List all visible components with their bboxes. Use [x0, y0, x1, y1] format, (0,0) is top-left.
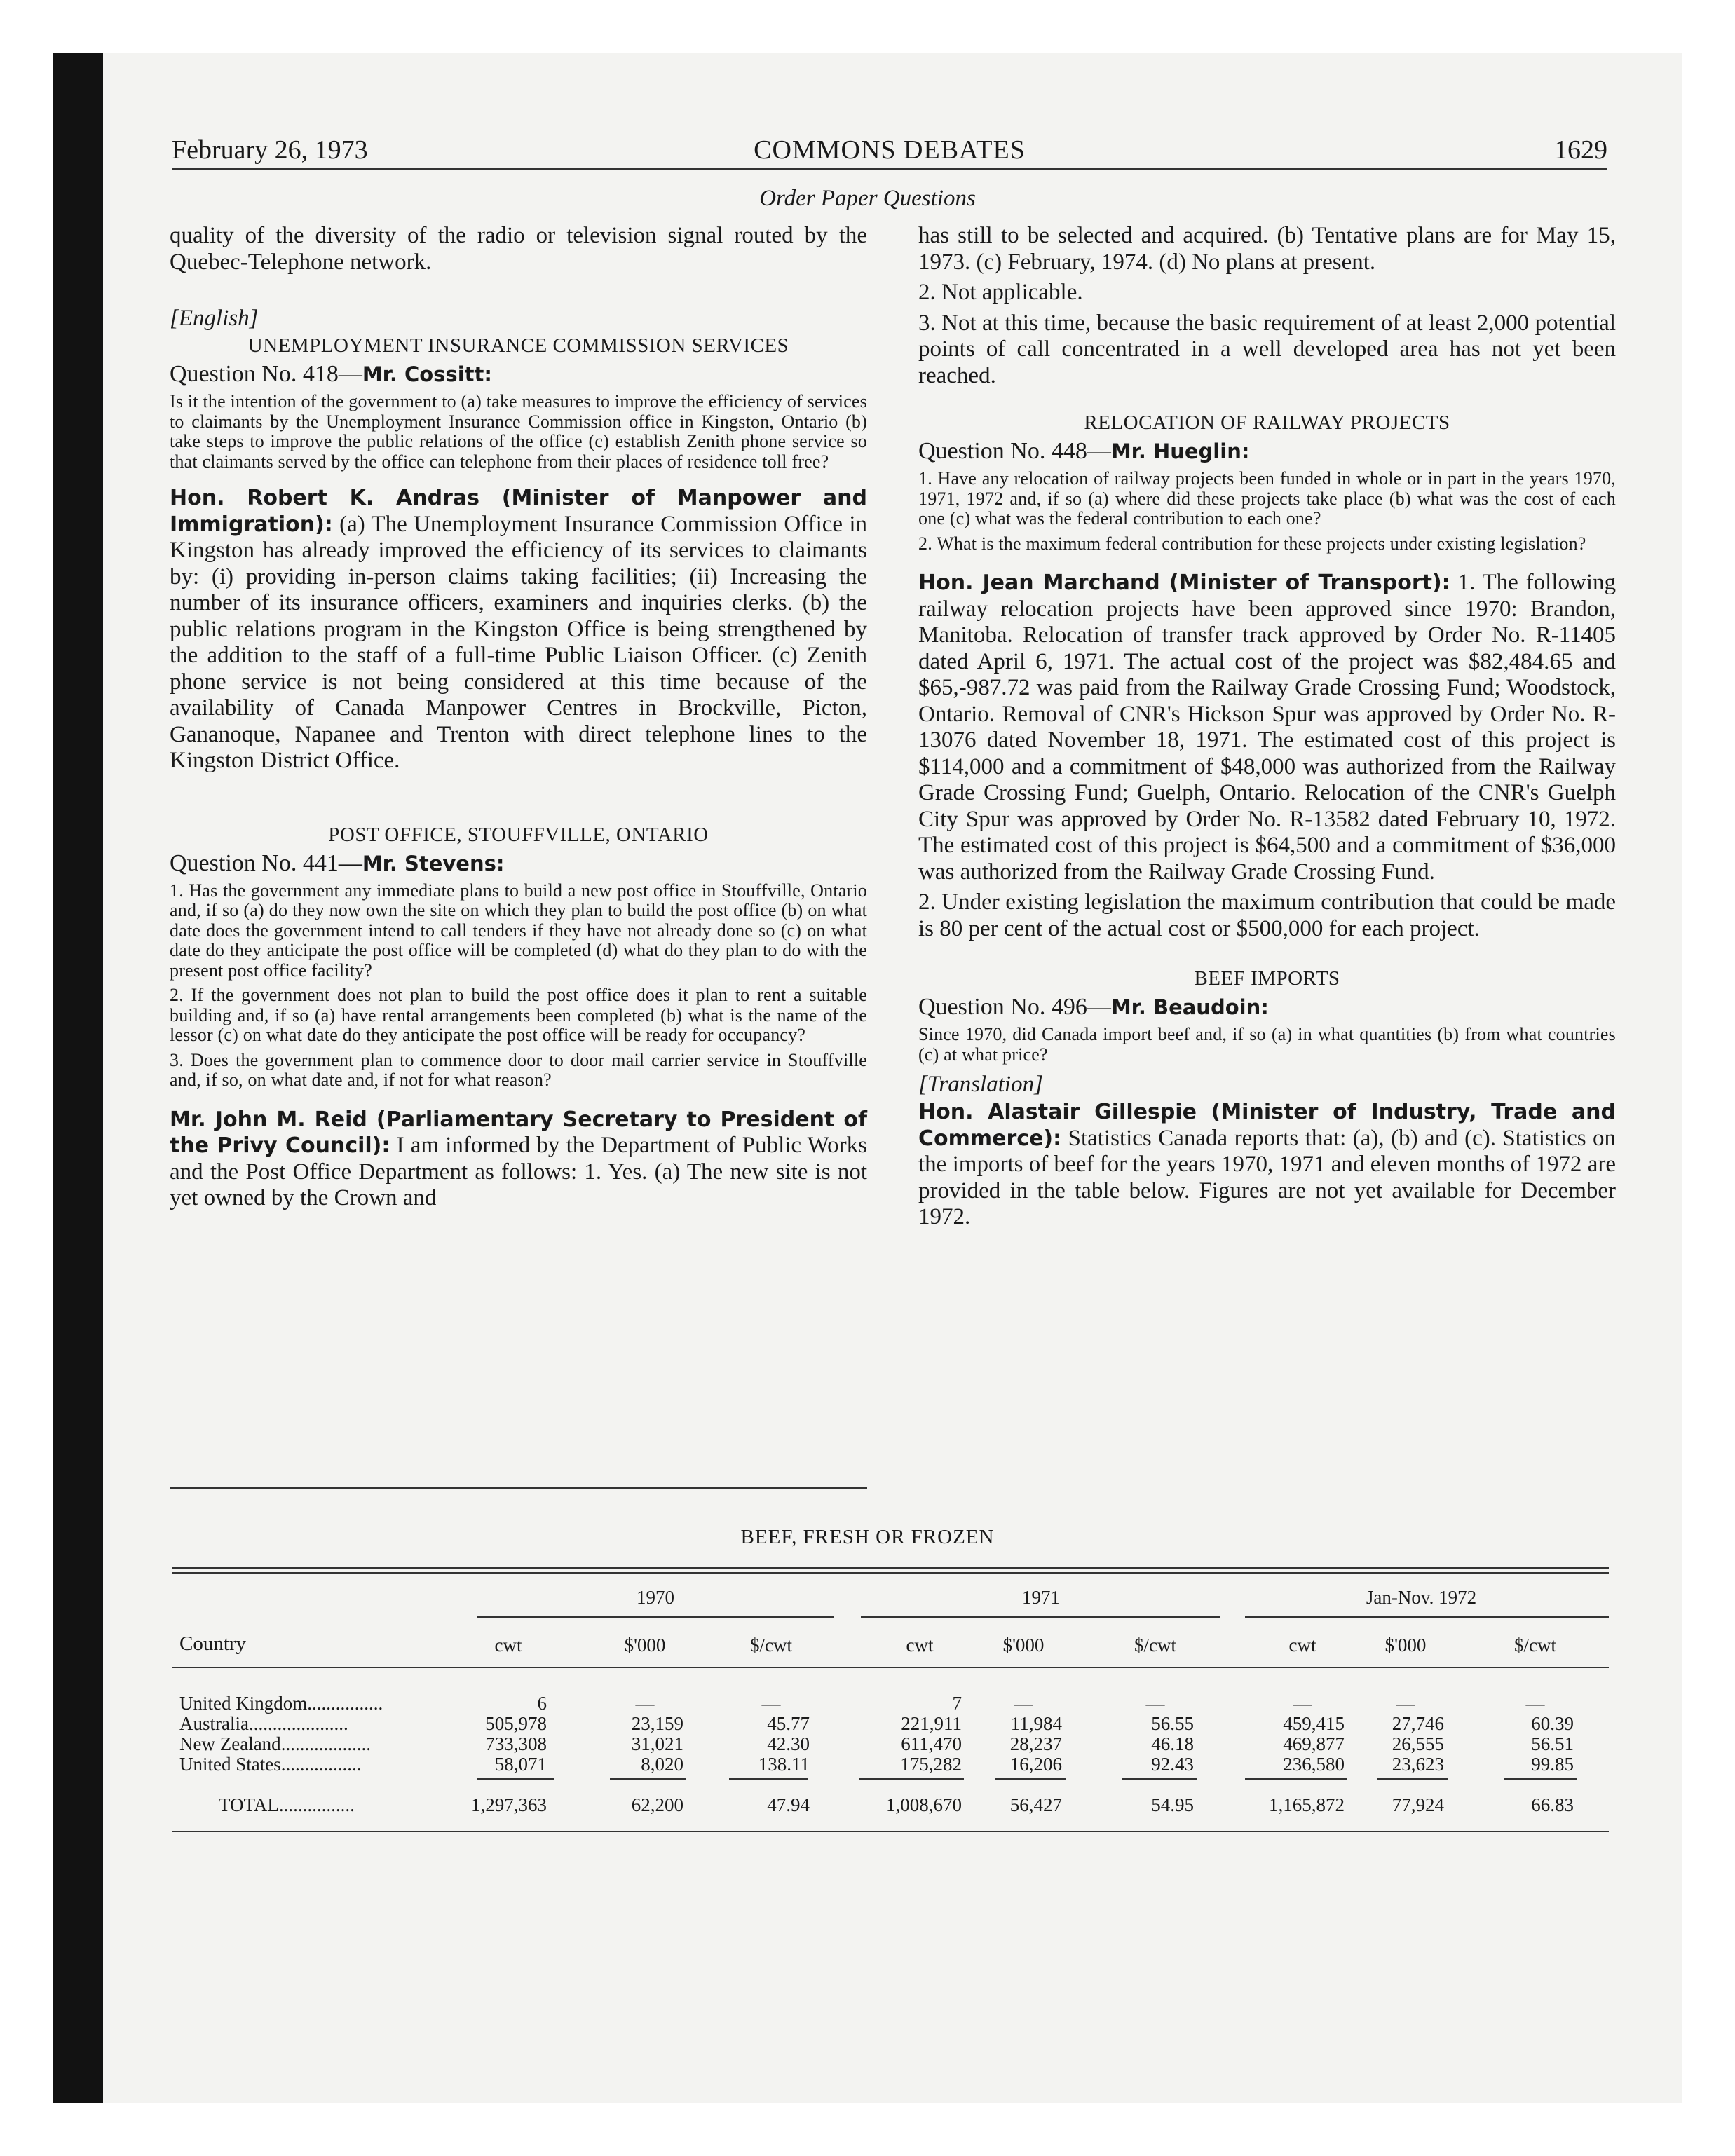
table-cell: 6	[537, 1693, 547, 1714]
column-header: $/cwt	[1514, 1635, 1556, 1656]
table-cell: —	[1293, 1693, 1312, 1714]
member-name: Mr. Cossitt:	[362, 362, 492, 386]
language-tag: [Translation]	[918, 1072, 1043, 1097]
question-line	[170, 849, 867, 878]
left-column	[170, 223, 867, 1212]
sum-rule	[729, 1778, 808, 1780]
paragraph: has still to be selected and acquired. (b) Tentative plans are for May 15, 1973. (c) February, 1974. (d) No plans at present.	[918, 223, 1616, 275]
table-cell: —	[1014, 1693, 1033, 1714]
total-cell: 66.83	[1531, 1794, 1574, 1815]
answer-text: I am informed by the Department of Public Works and the Post Office Department as follows: 1. Yes. (a) The new site is not yet owned by the Crown and	[170, 1133, 867, 1210]
table-cell: 58,071	[494, 1754, 547, 1775]
question-line	[918, 992, 1616, 1022]
section-heading: RELOCATION OF RAILWAY PROJECTS	[1084, 411, 1450, 434]
spacer	[170, 477, 867, 485]
table-caption: BEEF, FRESH OR FROZEN	[740, 1526, 995, 1548]
table-cell: 459,415	[1283, 1713, 1345, 1734]
question-number: Question No. 418—	[170, 361, 362, 387]
question-number: Question No. 441—	[170, 850, 362, 876]
table-cell: 733,308	[485, 1733, 547, 1754]
header-rule	[172, 1667, 1609, 1668]
table-cell: 8,020	[641, 1754, 683, 1775]
column-header: $/cwt	[750, 1635, 792, 1656]
year-header: 1970	[637, 1587, 674, 1608]
question-text: 1. Has the government any immediate plans to build a new post office in Stouffville, Ontario and, if so (a) do they now own the site on which they plan to build the post office (b) on what date does the government intend to call tenders if they have not already done so (c) on what date do they anticipate the post office will be completed (d) what do they plan to do with the present post office facility?	[170, 880, 867, 981]
leader-dots: ................	[278, 1794, 355, 1815]
table-cell: 221,911	[901, 1713, 962, 1734]
table-cell: 23,159	[631, 1713, 683, 1734]
table-cell: —	[1396, 1693, 1415, 1714]
question-text: 2. If the government does not plan to build the post office does it plan to rent a suitable building and, if so (a) have rental arrangements been completed (b) what is the name of the lessor (c) on what date do they anticipate the post office will be ready for occupancy?	[170, 985, 867, 1045]
question-number: Question No. 448—	[918, 438, 1111, 464]
question-line	[918, 437, 1616, 466]
table-cell: 56.51	[1531, 1733, 1574, 1754]
total-cell: 1,008,670	[886, 1794, 962, 1815]
answer-paragraph	[918, 1099, 1616, 1231]
country-name: New Zealand	[179, 1733, 281, 1754]
sum-rule	[859, 1778, 964, 1780]
section-heading: UNEMPLOYMENT INSURANCE COMMISSION SERVICES	[247, 334, 789, 357]
speaker-name: Hon. Jean Marchand (Minister of Transport):	[918, 571, 1450, 595]
total-cell: 1,165,872	[1269, 1794, 1345, 1815]
sum-rule	[1122, 1778, 1197, 1780]
column-header: $'000	[1384, 1635, 1427, 1656]
paragraph: 2. Not applicable.	[918, 280, 1083, 305]
total-cell: 1,297,363	[471, 1794, 547, 1815]
table-cell: 23,623	[1392, 1754, 1444, 1775]
question-text: Since 1970, did Canada import beef and, if so (a) in what quantities (b) from what countries (c) at what price?	[918, 1024, 1616, 1065]
table-cell: 611,470	[901, 1733, 962, 1754]
row-country	[179, 1733, 371, 1754]
year-rule	[477, 1616, 834, 1618]
answer-text: (a) The Unemployment Insurance Commission Office in Kingston has already improved the efficiency of its services to claimants by: (i) providing in-person claims taking facilities; (ii) Increasing the number of its insurance officers, examiners and inquiries clerks. (b) the public relations program in the Kingston Office is being strengthened by the addition to the staff of a full-time Public Liaison Officer. (c) Zenith phone service is not being considered at this time because of the availability of Canada Manpower Centres in Brockville, Picton, Gananoque, Napanee and Trenton with direct telephone lines to the Kingston District Office.	[170, 511, 868, 773]
year-rule	[861, 1616, 1220, 1618]
sum-rule	[610, 1778, 686, 1780]
question-text: 1. Have any relocation of railway projects been funded in whole or in part in the years 1970, 1971, 1972 and, if so (a) where did these projects take place (b) what was the cost of each one (c) what was the federal contribution to each one?	[918, 468, 1616, 528]
table-bottom-rule	[172, 1831, 1609, 1832]
language-tag: [English]	[170, 306, 259, 331]
answer-paragraph	[918, 570, 1616, 885]
answer-paragraph: 2. Under existing legislation the maximum contribution that could be made is 80 per cent of the actual cost or $500,000 for each project.	[918, 889, 1616, 941]
table-cell: 99.85	[1531, 1754, 1574, 1775]
table-cell: 11,984	[1010, 1713, 1062, 1734]
country-name: United States	[179, 1754, 281, 1775]
year-rule	[1245, 1616, 1609, 1618]
leader-dots: ...................	[280, 1733, 371, 1754]
paragraph: quality of the diversity of the radio or television signal routed by the Quebec-Telephone network.	[170, 223, 867, 275]
sum-rule	[1245, 1778, 1347, 1780]
column-header: $/cwt	[1134, 1635, 1176, 1656]
table-cell: 28,237	[1009, 1733, 1062, 1754]
sum-rule	[477, 1778, 554, 1780]
header-date: February 26, 1973	[172, 135, 368, 165]
answer-paragraph	[170, 1107, 867, 1212]
paragraph: 3. Not at this time, because the basic requirement of at least 2,000 potential points of call concentrated in a well developed area has not yet been reached.	[918, 310, 1616, 388]
question-text: 2. What is the maximum federal contribution for these projects under existing legislation?	[918, 533, 1586, 554]
table-cell: 16,206	[1009, 1754, 1062, 1775]
sum-rule	[1377, 1778, 1448, 1780]
table-cell: —	[1525, 1693, 1545, 1714]
column-header: cwt	[906, 1635, 934, 1656]
table-cell: 92.43	[1151, 1754, 1194, 1775]
member-name: Mr. Stevens:	[362, 851, 505, 875]
total-cell: 77,924	[1392, 1794, 1444, 1815]
scan-edge	[53, 53, 103, 2103]
spacer	[918, 389, 1616, 410]
table-top-rule	[172, 1572, 1609, 1574]
question-text: Is it the intention of the government to (a) take measures to improve the efficiency of services to claimants by the Unemployment Insurance Commission office in Kingston, Ontario (b) take steps to improve the public relations of the office (c) establish Zenith phone service so that claimants served by the office can telephone from their places of residence toll free?	[170, 391, 867, 472]
table-cell: 45.77	[767, 1713, 810, 1734]
sum-rule	[1504, 1778, 1577, 1780]
country-name: Australia	[179, 1713, 249, 1734]
spacer	[170, 775, 867, 822]
row-country	[179, 1713, 348, 1734]
table-cell: 42.30	[767, 1733, 810, 1754]
table-cell: 27,746	[1392, 1713, 1444, 1734]
total-text: TOTAL	[219, 1794, 279, 1815]
speaker-name: Hon. Robert K. Andras (Minister of Manpower and Immigration):	[170, 486, 867, 537]
table-cell: 505,978	[485, 1713, 547, 1734]
answer-text: 1. The following railway relocation projects have been approved since 1970: Brandon, Manitoba. Relocation of transfer track approved by Order No. R-11405 dated April 6, 1971. The actual cost of the project was $82,484.65 and $65,-987.72 was paid from the Railway Grade Crossing Fund; Woodstock, Ontario. Removal of CNR's Hickson Spur was approved by Order No. R-13076 dated November 18, 1971. The estimated cost of this project is $114,000 and a commitment of $48,000 was authorized from the Railway Grade Crossing Fund; Guelph, Ontario. Relocation of the CNR's Guelph City Spur was approved by Order No. R-13582 dated February 10, 1972. The estimated cost of this project is $64,500 and a commitment of $36,000 was authorized from the Railway Grade Crossing Fund.	[918, 570, 1616, 885]
year-header: Jan-Nov. 1972	[1366, 1587, 1477, 1608]
table-cell: —	[635, 1693, 655, 1714]
spacer	[170, 1096, 867, 1107]
table-cell: 138.11	[758, 1754, 810, 1775]
leader-dots: ................	[307, 1693, 383, 1714]
spacer	[170, 275, 867, 303]
row-country	[179, 1754, 361, 1775]
answer-text: Statistics Canada reports that: (a), (b) and (c). Statistics on the imports of beef for the years 1970, 1971 and eleven months of 1972 are provided in the table below. Figures are not yet available for December 1972.	[918, 1125, 1617, 1229]
spacer	[918, 942, 1616, 966]
spacer	[918, 559, 1616, 570]
header-page-number: 1629	[1554, 135, 1607, 165]
country-header: Country	[179, 1632, 247, 1655]
leader-dots: .....................	[248, 1713, 348, 1734]
country-name: United Kingdom	[179, 1693, 308, 1714]
section-title: Order Paper Questions	[759, 186, 976, 211]
column-header: $'000	[624, 1635, 666, 1656]
question-line	[170, 360, 867, 389]
row-country	[179, 1693, 383, 1714]
year-header: 1971	[1022, 1587, 1060, 1608]
table-cell: 7	[952, 1693, 962, 1714]
member-name: Mr. Beaudoin:	[1110, 995, 1269, 1019]
question-number: Question No. 496—	[918, 994, 1111, 1020]
total-label	[219, 1794, 355, 1815]
table-cell: 236,580	[1283, 1754, 1345, 1775]
total-cell: 47.94	[767, 1794, 810, 1815]
table-cell: 46.18	[1151, 1733, 1194, 1754]
header-publication: COMMONS DEBATES	[754, 135, 1026, 165]
section-heading: BEEF IMPORTS	[1194, 967, 1340, 990]
table-cell: 31,021	[631, 1733, 683, 1754]
table-top-rule	[172, 1567, 1609, 1569]
speaker-name: Hon. Alastair Gillespie (Minister of Industry, Trade and Commerce):	[918, 1100, 1616, 1151]
leader-dots: .................	[280, 1754, 362, 1775]
table-cell: 26,555	[1392, 1733, 1444, 1754]
total-cell: 56,427	[1009, 1794, 1062, 1815]
column-header: cwt	[494, 1635, 522, 1656]
column-header: $'000	[1002, 1635, 1045, 1656]
total-cell: 62,200	[631, 1794, 683, 1815]
table-cell: —	[1145, 1693, 1165, 1714]
column-end-rule	[170, 1487, 867, 1489]
section-heading: POST OFFICE, STOUFFVILLE, ONTARIO	[328, 823, 709, 846]
sum-rule	[995, 1778, 1066, 1780]
speaker-name: Mr. John M. Reid (Parliamentary Secretary to President of the Privy Council):	[170, 1107, 867, 1158]
table-cell: —	[761, 1693, 781, 1714]
table-cell: 56.55	[1151, 1713, 1194, 1734]
table-cell: 469,877	[1283, 1733, 1345, 1754]
total-cell: 54.95	[1151, 1794, 1194, 1815]
table-cell: 60.39	[1531, 1713, 1574, 1734]
column-header: cwt	[1288, 1635, 1316, 1656]
running-head	[172, 133, 1607, 170]
answer-paragraph	[170, 485, 867, 775]
table-cell: 175,282	[900, 1754, 962, 1775]
right-column	[918, 223, 1616, 1231]
member-name: Mr. Hueglin:	[1110, 439, 1250, 463]
question-text: 3. Does the government plan to commence door to door mail carrier service in Stouffville and, if so, on what date and, if not for what reason?	[170, 1049, 867, 1090]
